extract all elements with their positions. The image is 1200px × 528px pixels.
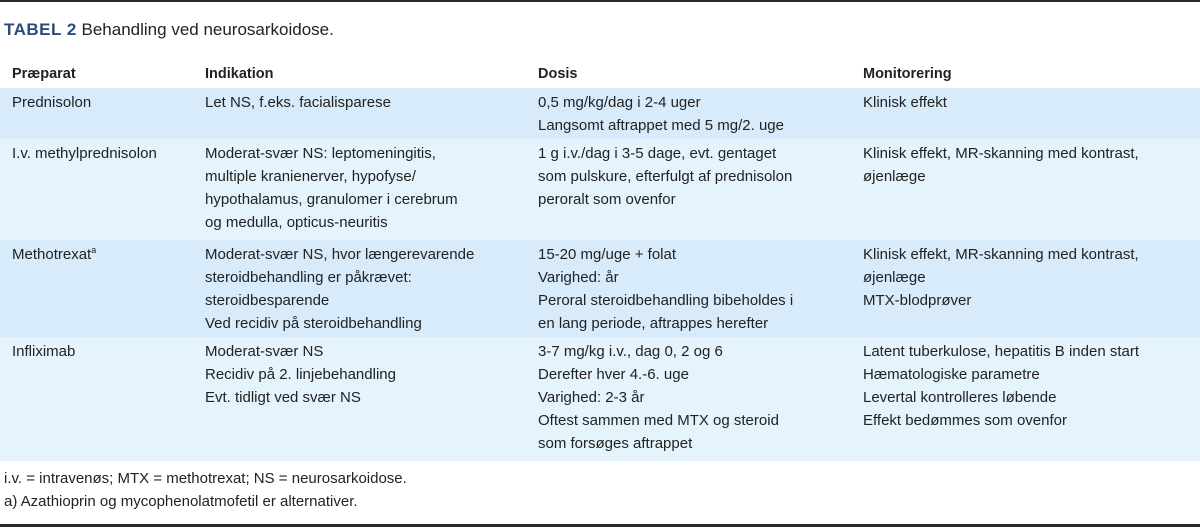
text-line: 3-7 mg/kg i.v., dag 0, 2 og 6 [538, 343, 723, 360]
text-line: steroidbehandling er påkrævet: [205, 269, 412, 286]
text-line: som forsøges aftrappet [538, 435, 693, 452]
text-line: Recidiv på 2. linjebehandling [205, 366, 396, 383]
text-line: multiple kranienerver, hypofyse/ [205, 168, 416, 185]
table-title: Behandling ved neurosarkoidose. [81, 20, 334, 39]
text-line: en lang periode, aftrappes herefter [538, 315, 769, 332]
header-preparat: Præparat [12, 66, 76, 82]
table-row [0, 139, 1200, 240]
bottom-rule [0, 524, 1200, 527]
preparat-name: Prednisolon [12, 94, 92, 111]
text-line: Derefter hver 4.-6. uge [538, 366, 689, 383]
text-line: Ved recidiv på steroidbehandling [205, 315, 422, 332]
table-row [0, 88, 1200, 139]
text-line: øjenlæge [863, 168, 926, 185]
text-line: hypothalamus, granulomer i cerebrum [205, 191, 458, 208]
text-line: 15-20 mg/uge + folat [538, 246, 677, 263]
table-caption [4, 19, 334, 41]
text-line: Levertal kontrolleres løbende [863, 389, 1057, 406]
cell-monitorering [863, 139, 1200, 240]
preparat-name: I.v. methylprednisolon [12, 145, 157, 162]
text-line: Effekt bedømmes som ovenfor [863, 412, 1067, 429]
cell-preparat [0, 139, 205, 240]
text-line: Let NS, f.eks. facialisparese [205, 94, 391, 111]
header-monitorering: Monitorering [863, 66, 952, 82]
cell-preparat [0, 88, 205, 139]
text-line: 0,5 mg/kg/dag i 2-4 uger [538, 94, 701, 111]
text-line: Peroral steroidbehandling bibeholdes i [538, 292, 794, 309]
text-line: Varighed: år [538, 269, 619, 286]
text-line: steroidbesparende [205, 292, 330, 309]
preparat-name: Infliximab [12, 343, 76, 360]
text-line: Langsomt aftrappet med 5 mg/2. uge [538, 117, 784, 134]
text-line: Klinisk effekt, MR-skanning med kontrast, [863, 246, 1139, 263]
cell-monitorering [863, 240, 1200, 337]
top-rule [0, 0, 1200, 2]
footnote-marker: a [91, 245, 97, 255]
cell-dosis [538, 337, 863, 461]
abbreviations-note: i.v. = intravenøs; MTX = methotrexat; NS = neurosarkoidose. [4, 470, 407, 487]
text-line: Varighed: 2-3 år [538, 389, 645, 406]
cell-dosis [538, 240, 863, 337]
header-indikation: Indikation [205, 66, 274, 82]
cell-indikation [205, 240, 538, 337]
cell-indikation [205, 139, 538, 240]
cell-dosis [538, 88, 863, 139]
table-row [0, 337, 1200, 461]
text-line: og medulla, opticus-neuritis [205, 214, 388, 231]
text-line: Oftest sammen med MTX og steroid [538, 412, 779, 429]
footnote-a: a) Azathioprin og mycophenolatmofetil er alternativer. [4, 493, 358, 510]
cell-monitorering [863, 88, 1200, 139]
text-line: 1 g i.v./dag i 3-5 dage, evt. gentaget [538, 145, 777, 162]
text-line: Klinisk effekt, MR-skanning med kontrast, [863, 145, 1139, 162]
text-line: øjenlæge [863, 269, 926, 286]
text-line: Hæmatologiske parametre [863, 366, 1040, 383]
cell-preparat [0, 240, 205, 337]
table-header-row [0, 60, 1200, 88]
text-line: Evt. tidligt ved svær NS [205, 389, 361, 406]
preparat-name: Methotrexat [12, 246, 92, 263]
table-number: TABEL 2 [4, 20, 77, 39]
cell-monitorering [863, 337, 1200, 461]
cell-indikation [205, 337, 538, 461]
cell-dosis [538, 139, 863, 240]
header-dosis: Dosis [538, 66, 578, 82]
table-footnotes [4, 467, 407, 513]
treatment-table [0, 60, 1200, 461]
text-line: Klinisk effekt [863, 94, 947, 111]
cell-preparat [0, 337, 205, 461]
cell-indikation [205, 88, 538, 139]
text-line: som pulskure, efterfulgt af prednisolon [538, 168, 793, 185]
text-line: Moderat-svær NS [205, 343, 324, 360]
text-line: Latent tuberkulose, hepatitis B inden start [863, 343, 1140, 360]
text-line: Moderat-svær NS, hvor længerevarende [205, 246, 475, 263]
table-row [0, 240, 1200, 337]
text-line: MTX-blodprøver [863, 292, 972, 309]
text-line: peroralt som ovenfor [538, 191, 676, 208]
text-line: Moderat-svær NS: leptomeningitis, [205, 145, 436, 162]
